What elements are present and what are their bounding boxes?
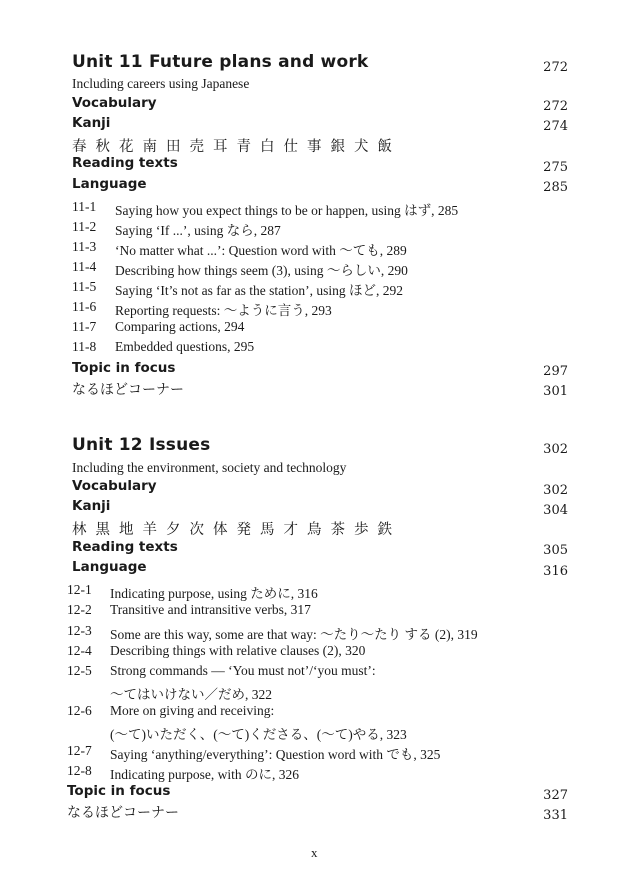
unit-12-language-heading: Language: [72, 559, 147, 575]
toc-item-text: Comparing actions, 294: [115, 319, 245, 334]
toc-item-number: 12-5: [67, 663, 92, 678]
toc-item-number: 12-7: [67, 743, 92, 758]
unit-12-vocabulary-page: 302: [543, 483, 568, 498]
unit-12-reading-heading: Reading texts: [72, 539, 178, 555]
unit-11-language-heading: Language: [72, 176, 147, 192]
toc-item-text: Describing things with relative clauses (2), 320: [110, 643, 366, 658]
toc-item-number: 11-1: [72, 199, 97, 214]
unit-12-topic-heading: Topic in focus: [67, 783, 171, 799]
unit-12-kanji-list: 林黒地羊夕次体発馬才鳥茶歩鉄: [72, 522, 401, 538]
toc-item-number: 11-2: [72, 219, 97, 234]
toc-item-number: 11-4: [72, 259, 97, 274]
unit-11-topic-page: 297: [543, 364, 568, 379]
unit-12-kanji-page: 304: [543, 503, 568, 518]
unit-11-page: 272: [543, 60, 568, 75]
unit-12-naruhodo-page: 331: [543, 808, 568, 823]
toc-item-text: Transitive and intransitive verbs, 317: [110, 602, 311, 617]
unit-11-naruhodo-page: 301: [543, 384, 568, 399]
unit-12-page: 302: [543, 442, 568, 457]
toc-item-text: Saying ‘anything/everything’: Question word with でも, 325: [110, 747, 441, 762]
toc-item-number: 12-3: [67, 623, 92, 638]
unit-12-language-page: 316: [543, 564, 568, 579]
toc-item-text: Describing how things seem (3), using ～らしい, 290: [115, 263, 408, 278]
toc-item-number: 11-5: [72, 279, 97, 294]
toc-item-text: Saying ‘It’s not as far as the station’, using ほど, 292: [115, 283, 403, 298]
unit-12-title: Unit 12 Issues: [72, 435, 211, 455]
unit-11-reading-page: 275: [543, 160, 568, 175]
unit-11-kanji-page: 274: [543, 119, 568, 134]
toc-item-text: Some are this way, some are that way: ～たり～たり する (2), 319: [110, 627, 478, 642]
unit-11-title: Unit 11 Future plans and work: [72, 52, 369, 72]
toc-item-number: 12-4: [67, 643, 92, 658]
toc-item-number: 11-8: [72, 339, 97, 354]
toc-item-text: Saying ‘If ...’, using なら, 287: [115, 223, 281, 238]
unit-12-subtitle: Including the environment, society and technology: [72, 460, 347, 475]
unit-12-vocabulary-heading: Vocabulary: [72, 478, 157, 494]
toc-item-number: 12-6: [67, 703, 92, 718]
unit-11-topic-heading: Topic in focus: [72, 360, 176, 376]
toc-item-text: Embedded questions, 295: [115, 339, 255, 354]
toc-item-text: ‘No matter what ...’: Question word with ～ても, 289: [115, 243, 407, 258]
page-number-footer: x: [311, 845, 318, 860]
unit-11-kanji-heading: Kanji: [72, 115, 111, 131]
toc-item-text: Saying how you expect things to be or happen, using はず, 285: [115, 203, 459, 218]
toc-item-text: Strong commands — ‘You must not’/‘you must’:: [110, 663, 376, 678]
toc-item-text: Indicating purpose, with のに, 326: [110, 767, 299, 782]
unit-12-kanji-heading: Kanji: [72, 498, 111, 514]
toc-item-text: More on giving and receiving:: [110, 703, 275, 718]
unit-11-reading-heading: Reading texts: [72, 155, 178, 171]
unit-11-kanji-list: 春秋花南田売耳青白仕事銀犬飯: [72, 139, 401, 155]
unit-12-naruhodo: なるほどコーナー: [67, 805, 179, 821]
toc-item-number: 11-3: [72, 239, 97, 254]
unit-11-vocabulary-page: 272: [543, 99, 568, 114]
unit-11-naruhodo: なるほどコーナー: [72, 382, 184, 398]
toc-item-number: 12-2: [67, 602, 92, 617]
toc-item-number: 11-7: [72, 319, 97, 334]
unit-12-topic-page: 327: [543, 788, 568, 803]
toc-item-number: 12-1: [67, 582, 92, 597]
toc-item-text-continued: (～て)いただく、(～て)くださる、(～て)やる, 323: [110, 727, 407, 742]
unit-11-subtitle: Including careers using Japanese: [72, 76, 250, 91]
toc-item-number: 11-6: [72, 299, 97, 314]
toc-item-text: Reporting requests: ～ように言う, 293: [115, 303, 332, 318]
toc-item-text-continued: ～てはいけない／だめ, 322: [110, 687, 272, 702]
unit-11-vocabulary-heading: Vocabulary: [72, 95, 157, 111]
unit-11-language-page: 285: [543, 180, 568, 195]
toc-item-text: Indicating purpose, using ために, 316: [110, 586, 318, 601]
unit-12-reading-page: 305: [543, 543, 568, 558]
toc-item-number: 12-8: [67, 763, 92, 778]
